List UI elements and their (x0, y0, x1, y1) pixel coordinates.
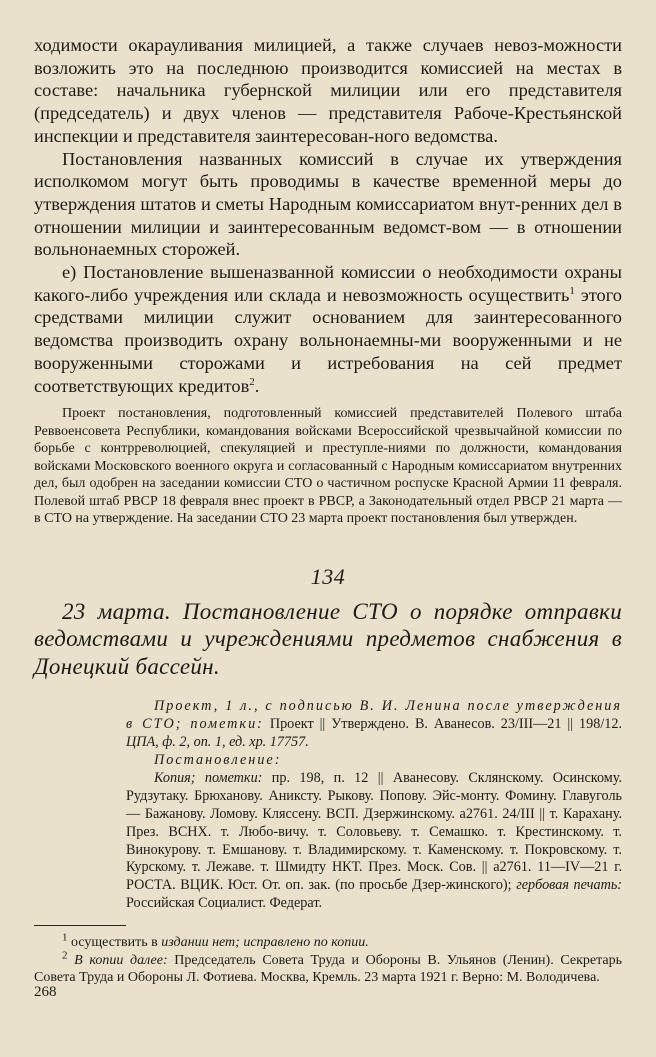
main-paragraph-3 (34, 261, 622, 397)
editorial-note: Проект постановления, подготовленный комиссией представителей Полевого штаба Реввоенсовета Республики, командования войсками Всероссийской чрезвычайной комиссии по борьбе с контрреволюцией, спекуляцией и преступле-ниями по должности, командования войсками Московского военного округа и согласованный с Народным комиссариатом внутренних дел, был одобрен на заседании комиссии СТО о частичном роспуске Красной Армии 11 февраля. Полевой штаб РВСР 18 февраля внес проект в РВСР, а Законодательный отдел РВСР 21 марта — в СТО на утверждение. На заседании СТО 23 марта проект постановления был утвержден. (34, 406, 622, 527)
archive-source-2-end: Российская Социалист. Федерат. (126, 895, 323, 912)
footnote-2-mark: 2 (62, 949, 68, 962)
page-number: 268 (34, 984, 57, 1000)
archive-postanovlenie (126, 752, 622, 770)
footnote-1-mark: 1 (62, 931, 68, 944)
page (34, 34, 622, 987)
footnote-2-italic: В копии далее: (67, 952, 168, 968)
archive-source-2-italic: Копия; пометки: (154, 769, 263, 786)
archive-source-1-text: Проект || Утверждено. В. Аванесов. 23/III—21 || 198/12. (263, 716, 622, 733)
document-number: 134 (310, 563, 346, 589)
footnote-1-text: осуществить в (67, 935, 158, 951)
main-paragraph-2: Постановления названных комиссий в случае их утверждения исполкомом могут быть проводимы в качестве временной меры до утверждения штатов и сметы Народным комиссариатом внут-ренних дел в отношении милиции и заинтересованным ведомст-вом — в отношении вольнонаемных сторожей. (34, 148, 622, 260)
archive-source-2 (126, 770, 622, 913)
document-title: 23 марта. Постановление СТО о порядке отправки ведомствами и учреждениями предметов снабжения в Донецкий бассейн. (34, 598, 622, 679)
archive-seal-label: гербовая печать: (511, 877, 622, 894)
archive-source-2-text: пр. 198, п. 12 || Аванесову. Склянскому. Осинскому. Рудзутаку. Брюханову. Аниксту. Рыкову. Попову. Эйс-монту. Фомину. Главуголь — Бажанову. Ломову. Кляссену. ВСП. Дзержинскому. а2761. 24/III || т. Карахану. През. ВСНХ. т. Любо-вичу. т. Соловьеву. т. Семашко. т. Крестинскому. т. Винокурову. т. Емшанову. т. Владимирскому. т. Каменскому. т. Покровскому. т. Курскому. т. Лежаве. т. Шмидту НКТ. През. Моск. Сов. || а2761. 11—IV—21 г. РОСТА. ВЦИК. Юст. От. оп. зак. (по просьбе Дзер-жинского); (126, 769, 622, 894)
archive-description (126, 698, 622, 913)
footnote-2-text: Председатель Совета Труда и Обороны В. Ульянов (Ленин). Секретарь Совета Труда и Обороны Л. Фотиева. Москва, Кремль. 23 марта 1921 г. Верно: М. Володичева. (34, 952, 622, 986)
archive-source-1 (126, 698, 622, 752)
footnote-ref-1[interactable]: 1 (569, 284, 575, 297)
archive-postanovlenie-label: Постановление: (154, 751, 282, 768)
p3-text-a: е) Постановление вышеназванной комиссии о необходимости охраны какого-либо учреждения или склада и невозможность осуществить (34, 262, 622, 305)
p3-text-b: этого средствами милиции служит основанием для заинтересованного ведомства производить охрану вольнонаемны-ми вооруженными и не вооруженными сторожами и истребования на сей предмет соответствующих кредитов (34, 284, 622, 396)
footnote-1 (34, 931, 622, 952)
archive-source-1-cpa: ЦПА, ф. 2, оп. 1, ед. хр. 17757. (126, 734, 309, 751)
footnote-divider (34, 925, 126, 926)
footnote-1-italic: издании нет; исправлено по копии. (157, 935, 369, 951)
p3-text-c: . (254, 375, 260, 396)
archive-source-1-italic: Проект, 1 л., с подписью В. И. Ленина после утверждения в СТО; пометки: (126, 698, 622, 733)
main-paragraph-1: ходимости окарауливания милицией, а также случаев невоз-можности возложить это на последнюю производится комиссией на местах в составе: начальника губернской милиции или его представителя (председатель) и двух членов — представителя Рабоче-Крестьянской инспекции и представителя заинтересован-ного ведомства. (34, 35, 622, 146)
footnote-2 (34, 949, 622, 987)
footnote-ref-2[interactable]: 2 (249, 375, 255, 388)
